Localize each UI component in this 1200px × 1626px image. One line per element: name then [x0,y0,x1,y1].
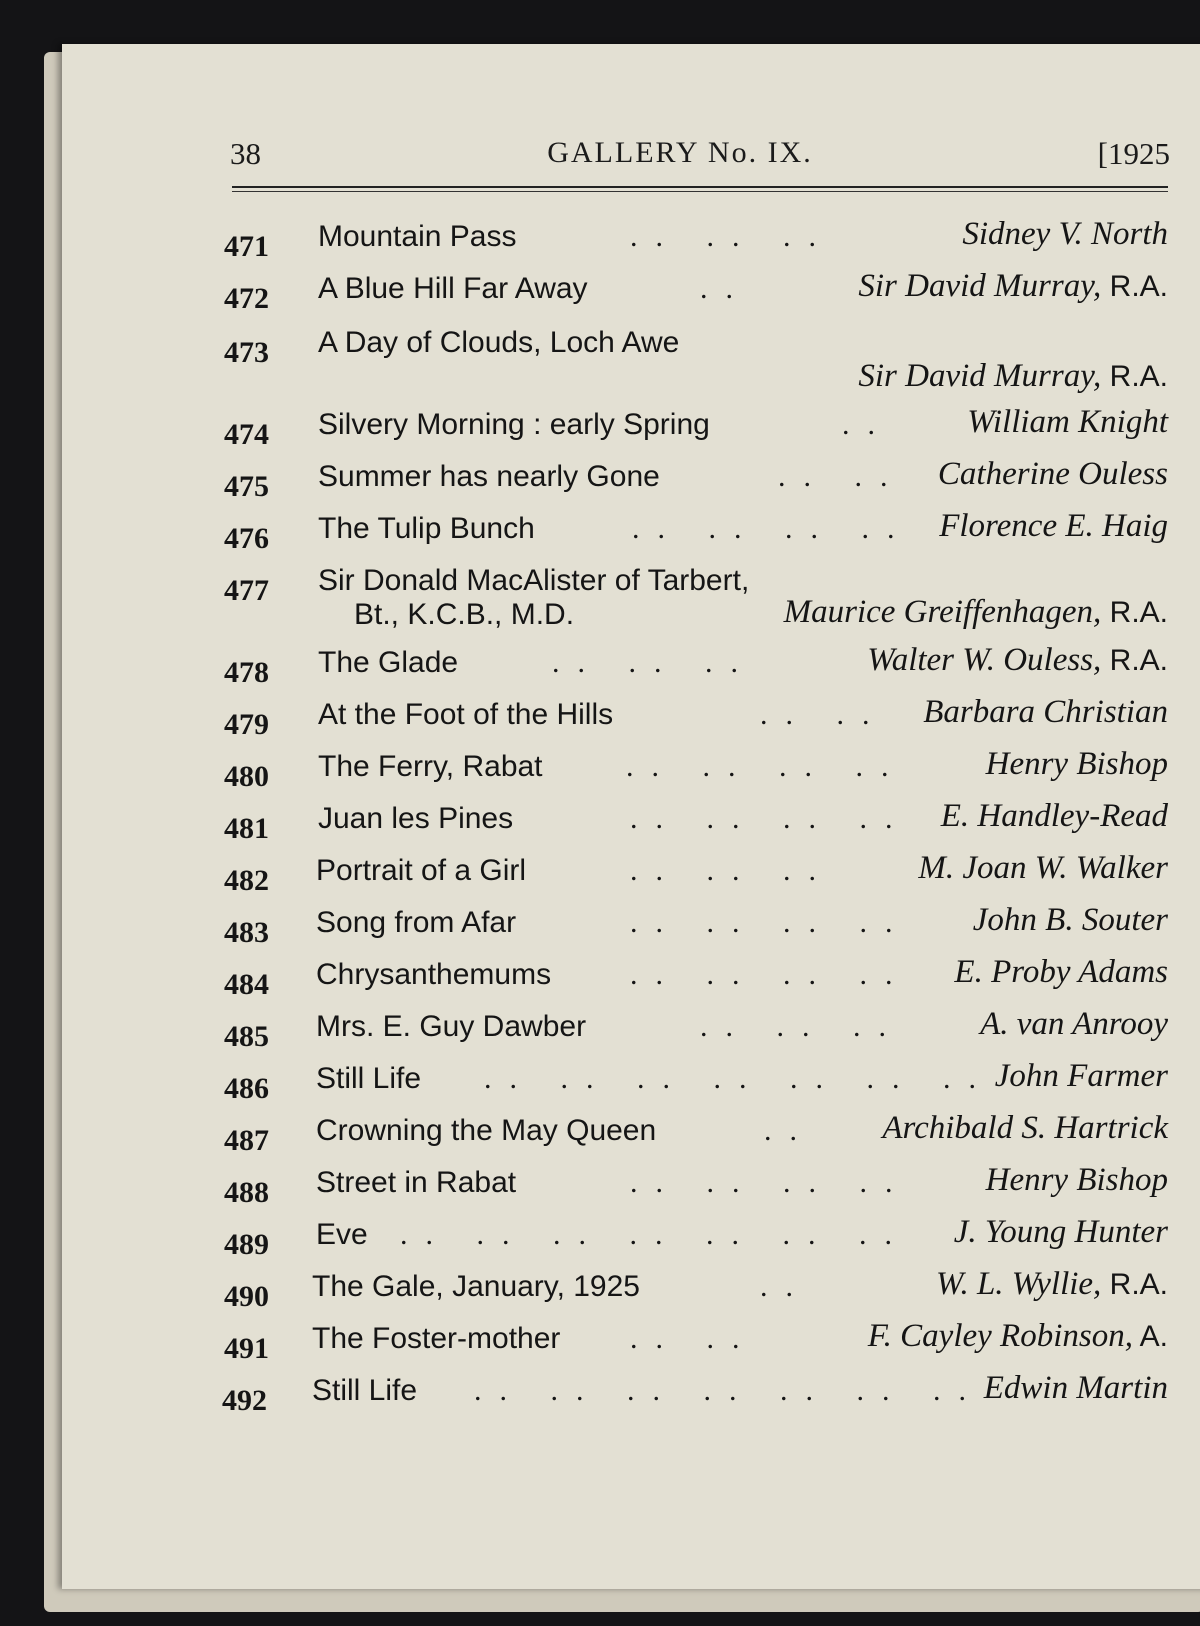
entry-title: Eve [316,1218,368,1251]
entry-artist: Edwin Martin [983,1370,1168,1406]
entry-title: Juan les Pines [318,802,514,835]
entry-artist: Henry Bishop [985,1162,1168,1198]
entry-title: The Glade [318,646,459,679]
dot-leader: .. .. .. [630,220,834,253]
dot-leader: .. .. .. .. [632,512,913,545]
dot-leader: .. .. .. [552,646,756,679]
entry-artist: Barbara Christian [923,694,1168,730]
entry-title: Chrysanthemums [316,958,552,991]
dot-leader: .. .. .. .. .. .. .. [474,1374,984,1407]
entry-title: The Gale, January, 1925 [312,1270,640,1303]
dot-leader: .. .. .. .. [630,958,911,991]
entry-artist: E. Handley-Read [940,798,1168,834]
entry-artist: J. Young Hunter [953,1214,1168,1250]
entry-artist: John Farmer [994,1058,1168,1094]
dot-leader: .. .. .. .. .. .. .. [484,1062,994,1095]
page-number: 38 [230,136,261,171]
entry-title: Song from Afar [316,906,517,939]
entry-title: Silvery Morning : early Spring [318,408,710,441]
catalogue-year: [1925 [1097,136,1170,171]
entry-number: 486 [224,1072,269,1105]
entry-artist: F. Cayley Robinson, A. [867,1318,1168,1354]
entry-title: Still Life [316,1062,422,1095]
dot-leader: .. [764,1114,815,1147]
entry-artist: John B. Souter [972,902,1168,938]
entry-artist: W. L. Wyllie, R.A. [935,1266,1168,1302]
entry-artist: Walter W. Ouless, R.A. [867,642,1168,678]
entry-artist: E. Proby Adams [954,954,1168,990]
entry-number: 481 [224,812,269,845]
dot-leader: .. [842,408,893,441]
entry-artist: Henry Bishop [985,746,1168,782]
entry-title: Crowning the May Queen [316,1114,657,1147]
dot-leader: .. [700,272,751,305]
entry-number: 492 [222,1384,267,1417]
entry-title: Still Life [312,1374,418,1407]
entry-title: A Blue Hill Far Away [318,272,588,305]
entry-number: 478 [224,656,269,689]
entry-number: 482 [224,864,269,897]
entry-title: Mrs. E. Guy Dawber [316,1010,587,1043]
entry-title: A Day of Clouds, Loch Awe [318,326,680,359]
dot-leader: .. .. .. .. [630,906,911,939]
entry-number: 490 [224,1280,269,1313]
entry-artist: Sir David Murray, R.A. [858,358,1168,394]
entry-title: At the Foot of the Hills [318,698,614,731]
dot-leader: .. .. [630,1322,758,1355]
entry-artist: Catherine Ouless [937,456,1168,492]
entry-artist: Maurice Greiffenhagen, R.A. [783,594,1168,630]
dot-leader: .. .. .. .. [630,1166,911,1199]
entry-title: The Ferry, Rabat [318,750,543,783]
entry-number: 471 [224,230,269,263]
entry-number: 476 [224,522,269,555]
entry-title: Portrait of a Girl [316,854,527,887]
entry-artist: Sir David Murray, R.A. [858,268,1168,304]
entry-artist: Archibald S. Hartrick [882,1110,1168,1146]
entry-number: 488 [224,1176,269,1209]
entry-number: 487 [224,1124,269,1157]
entry-number: 484 [224,968,269,1001]
dot-leader: .. .. [778,460,906,493]
dot-leader: .. .. .. [700,1010,904,1043]
entry-number: 475 [224,470,269,503]
entry-title: Sir Donald MacAlister of Tarbert, [318,564,750,597]
entry-number: 477 [224,574,269,607]
entry-number: 491 [224,1332,269,1365]
entry-artist: Florence E. Haig [939,508,1168,544]
entry-number: 479 [224,708,269,741]
dot-leader: .. .. [760,698,888,731]
entry-title: Summer has nearly Gone [318,460,660,493]
entry-artist: M. Joan W. Walker [918,850,1168,886]
entry-title-line2: Bt., K.C.B., M.D. [354,598,575,631]
entry-title: The Foster-mother [312,1322,561,1355]
entry-number: 474 [224,418,269,451]
entry-number: 472 [224,282,269,315]
entry-number: 480 [224,760,269,793]
entry-artist: William Knight [967,404,1168,440]
entry-artist: A. van Anrooy [980,1006,1168,1042]
gallery-title: GALLERY No. IX. [547,136,813,169]
dot-leader: .. .. .. [630,854,834,887]
entry-number: 473 [224,336,269,369]
entry-artist: Sidney V. North [962,216,1168,252]
entry-number: 489 [224,1228,269,1261]
dot-leader: .. [760,1270,811,1303]
entry-number: 483 [224,916,269,949]
dot-leader: .. .. .. .. [630,802,911,835]
dot-leader: .. .. .. .. .. .. .. [400,1218,910,1251]
entry-title: The Tulip Bunch [318,512,535,545]
dot-leader: .. .. .. .. [626,750,907,783]
entry-number: 485 [224,1020,269,1053]
entry-title: Street in Rabat [316,1166,517,1199]
entry-title: Mountain Pass [318,220,517,253]
